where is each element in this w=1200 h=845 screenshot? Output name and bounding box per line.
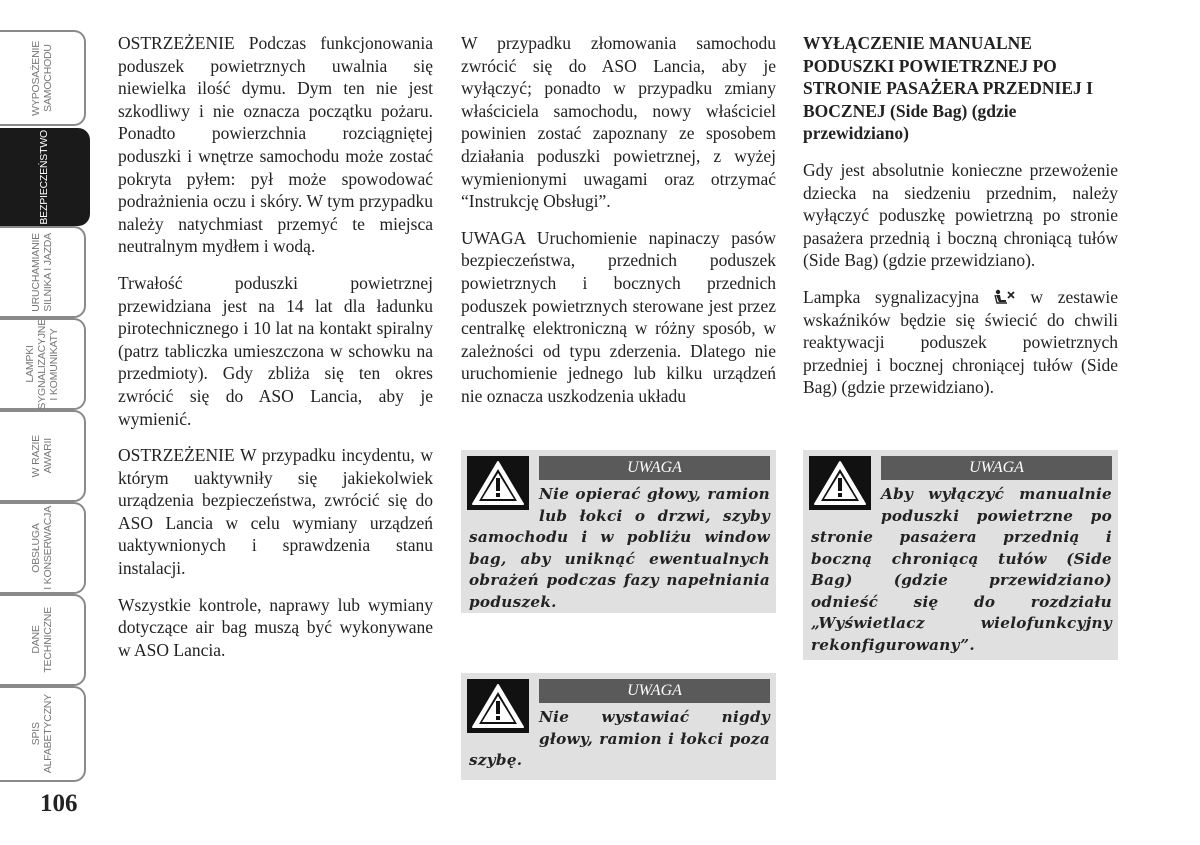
column-1 (118, 32, 433, 675)
warning-text (811, 484, 1112, 656)
tab-label: WYPOSAŻENIE SAMOCHODU (30, 40, 54, 116)
tab-obsluga[interactable] (0, 502, 86, 594)
tab-uruchamianie[interactable] (0, 226, 86, 318)
tab-wyposazenie[interactable] (0, 30, 86, 126)
tab-w-razie-awarii[interactable] (0, 410, 86, 502)
warning-text-body: Nie wystawiać nigdy głowy, ramion i łokci poza szybę. (469, 708, 770, 769)
paragraph: Trwałość poduszki powietrznej przewidziana jest na 14 lat dla ładunku pirotechnicznego i 10 lat na kontakt spiralny (patrz tabliczka umieszczona w schowku na przedmioty). Gdy zbliża się ten okres zwrócić się do ASO Lancia, aby je wymienić. (118, 272, 433, 429)
column-3 (803, 32, 1118, 413)
tab-label: DANE TECHNICZNE (30, 607, 54, 673)
warning-text-body: Aby wyłączyć manualnie poduszki powietrzne po stronie pasażera przednią i boczną chroniącą tułów (Side Bag) (gdzie przewidziano) odnieść się do rozdziału „Wyświetlacz wielofunkcyjny rekonfigurowany”. (811, 485, 1112, 654)
tab-label: BEZPIECZEŃSTWO (38, 129, 50, 225)
tab-label: OBSŁUGA I KONSERWACJA (30, 506, 54, 590)
tab-lampki[interactable] (0, 318, 86, 410)
tab-label: W RAZIE AWARII (30, 434, 54, 478)
paragraph: Wszystkie kontrole, naprawy lub wymiany dotyczące air bag muszą być wykonywane w ASO Lancia. (118, 594, 433, 660)
tab-label: SPIS ALFABETYCZNY (30, 694, 54, 774)
tab-label: URUCHAMIANIE SILNIKA I JAZDA (30, 232, 54, 312)
section-heading: WYŁĄCZENIE MANUALNE PODUSZKI POWIETRZNEJ PO STRONIE PASAŻERA PRZEDNIEJ I BOCZNEJ (Side Bag) (gdzie przewidziano) (803, 33, 1093, 144)
paragraph-text-before-icon: Lampka sygnalizacyjna (803, 286, 980, 307)
tab-dane-techniczne[interactable] (0, 594, 86, 686)
warning-title: UWAGA (539, 456, 770, 480)
warning-box (461, 673, 776, 780)
paragraph: OSTRZEŻENIE W przypadku incydentu, w którym uaktywniły się jakiekolwiek urządzenia bezpieczeństwa, zwrócić się do ASO Lancia w celu wymiany urządzeń uaktywnionych i sprawdzenia stanu instalacji. (118, 445, 433, 579)
paragraph: W przypadku złomowania samochodu zwrócić się do ASO Lancia, aby je wyłączyć; ponadto w przypadku zmiany właściciela samochodu, nowy właściciel powinien zostać zapoznany ze sposobem działania poduszki powietrznej, z wyżej wymienionymi uwagami oraz otrzymać “Instrukcję Obsługi”. (461, 33, 776, 212)
warning-box (461, 450, 776, 613)
paragraph: UWAGA Uruchomienie napinaczy pasów bezpieczeństwa, przednich poduszek powietrznych i bocznych przednich poduszek powietrznych sterowane jest przez centralkę elektroniczną w różny sposób, w zależności od typu zderzenia. Dlatego nie uruchomienie jednego lub kilku urządzeń nie oznacza uszkodzenia układu (461, 227, 776, 406)
airbag-off-warning-icon (994, 289, 1016, 305)
tab-spis-alfabetyczny[interactable] (0, 686, 86, 782)
tab-label: LAMPKI SYGNALIZACYJNE I KOMUNIKATY (24, 318, 60, 410)
page-number: 106 (40, 790, 78, 817)
warning-title: UWAGA (881, 456, 1112, 480)
paragraph (803, 286, 1118, 399)
warning-text (469, 484, 770, 613)
tab-bezpieczenstwo[interactable] (0, 128, 90, 226)
warning-text (469, 707, 770, 772)
column-2 (461, 32, 776, 422)
paragraph: OSTRZEŻENIE Podczas funkcjonowania poduszek powietrznych uwalnia się niewielka ilość dymu. Dym ten nie jest szkodliwy i nie oznacza początku pożaru. Ponadto powierzchnia rozciągniętej poduszki i wnętrze samochodu może zostać pokryta pyłem: pył może spowodować podrażnienia oczu i skóry. W tym przypadku należy natychmiast przemyć te miejsca neutralnym mydłem i wodą. (118, 33, 433, 257)
warning-title: UWAGA (539, 679, 770, 703)
warning-text-body: Nie opierać głowy, ramion lub łokci o drzwi, szyby samochodu i w pobliżu window bag, aby uniknąć ewentualnych obrażeń podczas fazy napełniania poduszek. (469, 485, 770, 611)
paragraph-text-after-icon: w zestawie wskaźników będzie się świecić do chwili reaktywacji poduszek powietrznych przedniej i bocznej chroniącej tułów (Side Bag) (gdzie przewidziano). (803, 286, 1118, 398)
paragraph: Gdy jest absolutnie konieczne przewożenie dziecka na siedzeniu przednim, należy wyłączyć poduszkę powietrzną po stronie pasażera przednią i boczną chroniącą tułów (Side Bag) (gdzie przewidziano). (803, 159, 1118, 271)
warning-box (803, 450, 1118, 660)
